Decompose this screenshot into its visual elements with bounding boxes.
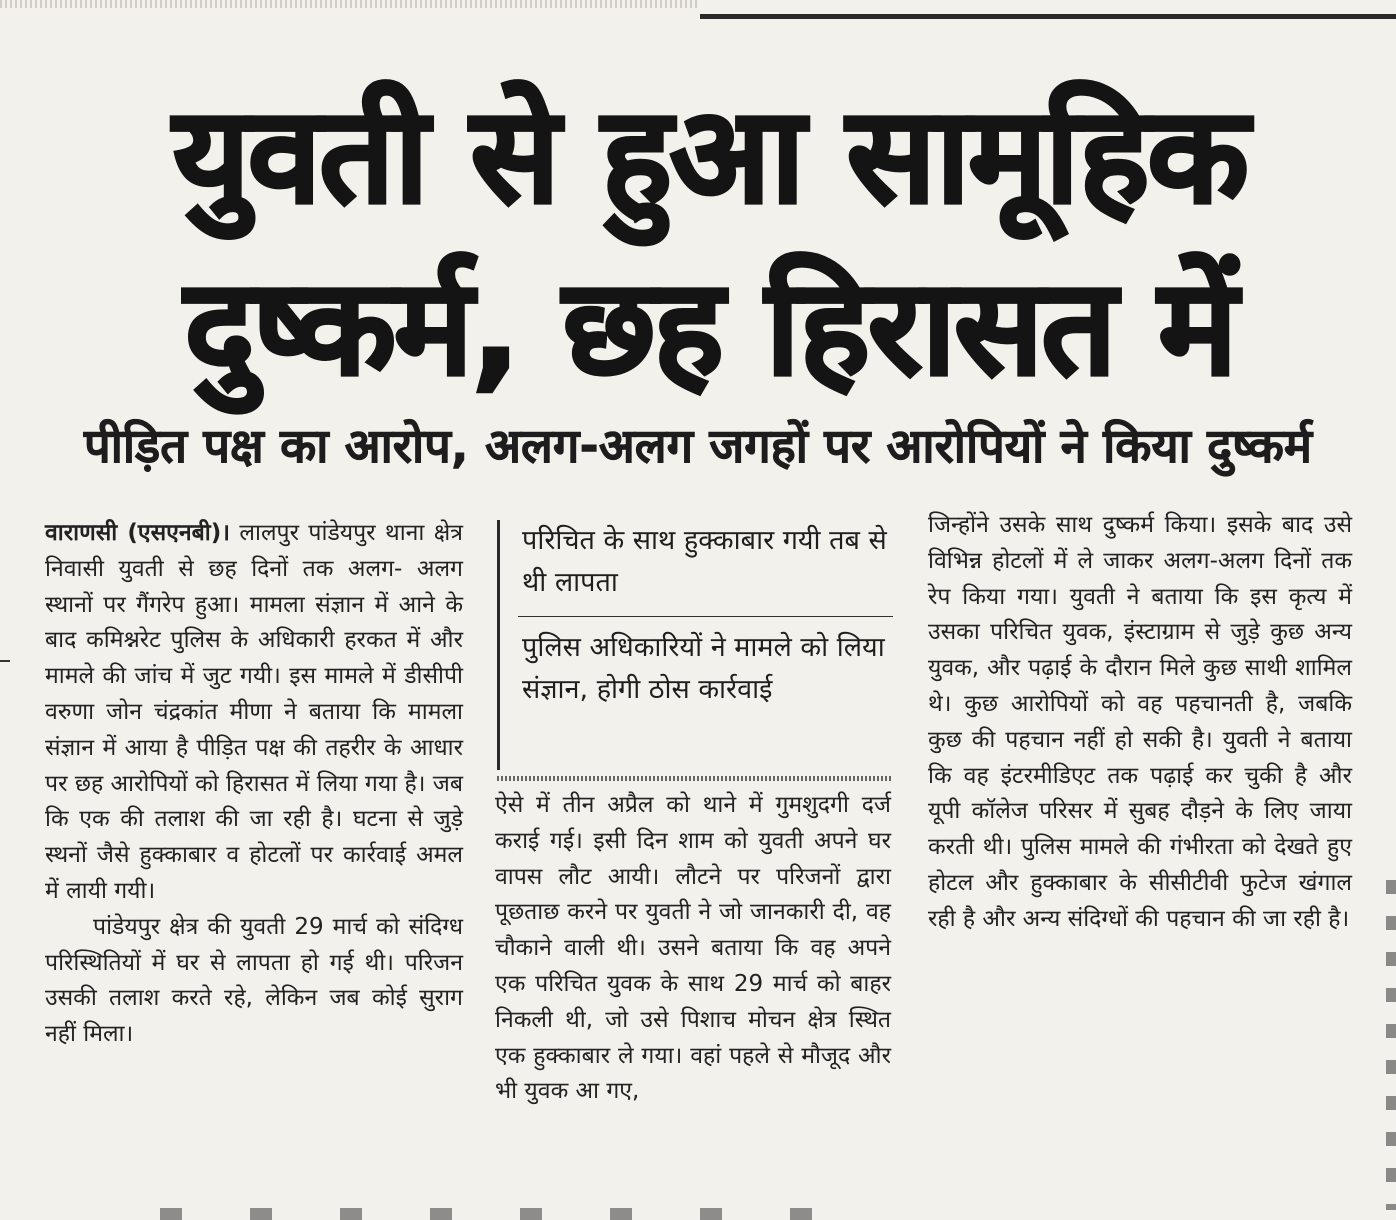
bottom-bleed-text [160, 1208, 860, 1220]
column1-para2: पांडेयपुर क्षेत्र की युवती 29 मार्च को संदिग्ध परिस्थितियों में घर से लापता हो गई थी। परिजन उसकी तलाश करते रहे, लेकिन जब कोई सुराग नहीं मिला। [45, 913, 463, 1048]
article-column-3 [928, 508, 1352, 938]
highlight-1: परिचित के साथ हुक्काबार गयी तब से थी लापता [522, 525, 887, 598]
dateline: वाराणसी (एसएनबी)। [45, 520, 230, 546]
highlight-separator [518, 616, 893, 617]
column1-para1-text: लालपुर पांडेयपुर थाना क्षेत्र निवासी युवती से छह दिनों तक अलग- अलग स्थानों पर गैंगरेप हुआ। मामला संज्ञान में आने के बाद कमिश्नरेट पुलिस के अधिकारी हरकत में और मामले की जांच में जुट गयी। इस मामले में डीसीपी वरुणा जोन चंद्रकांत मीणा ने बताया कि मामला संज्ञान में आया है पीड़ित पक्ष की तहरीर के आधार पर छह आरोपियों को हिरासत में लिया गया है। जब कि एक की तलाश की जा रही है। घटना से जुड़े स्थनों जैसे हुक्काबार व होटलों पर कार्रवाई अमल में लायी गयी। [45, 520, 463, 904]
subheadline: पीड़ित पक्ष का आरोप, अलग-अलग जगहों पर आरोपियों ने किया दुष्कर्म [84, 419, 1312, 474]
article-column-1 [45, 516, 463, 1053]
highlights-box [497, 520, 893, 770]
headline: युवती से हुआ सामूहिक दुष्कर्म, छह हिरासत में [173, 79, 1247, 405]
column3-para1: जिन्होंने उसके साथ दुष्कर्म किया। इसके बाद उसे विभिन्न होटलों में ले जाकर अलग-अलग दिनों तक रेप किया गया। युवती ने बताया कि इस कृत्य में उसका परिचित युवक, इंस्टाग्राम से जुड़े कुछ अन्य युवक, और पढ़ाई के दौरान मिले कुछ साथी शामिल थे। कुछ आरोपियों को वह पहचानती है, जबकि कुछ की पहचान नहीं हो सकी है। युवती ने बताया कि वह इंटरमीडिएट तक पढ़ाई कर चुकी है और यूपी कॉलेज परिसर में सुबह दौड़ने के लिए जाया करती थी। पुलिस मामले की गंभीरता को देखते हुए होटल और हुक्काबार के सीसीटीवी फुटेज खंगाल रही है और अन्य संदिग्धों की पहचान की जा रही है। [928, 512, 1352, 932]
column1-para1 [45, 516, 463, 910]
column2-para1: ऐसे में तीन अप्रैल को थाने में गुमशुदगी दर्ज कराई गई। इसी दिन शाम को युवती अपने घर वापस लौट आयी। लौटने पर परिजनों द्वारा पूछताछ करने पर युवती ने जो जानकारी दी, वह चौकाने वाली थी। उसने बताया कि वह अपने एक परिचित युवक के साथ 29 मार्च को बाहर निकली थी, जो उसे पिशाच मोचन क्षेत्र स्थित एक हुक्काबार ले गया। वहां पहले से मौजूद और भी युवक आ गए, [495, 792, 891, 1105]
article-column-2 [495, 788, 891, 1110]
highlight-2: पुलिस अधिकारियों ने मामले को लिया संज्ञान, होगी ठोस कार्रवाई [522, 632, 885, 705]
right-edge-bleed [1386, 880, 1396, 1210]
highlights-box-bottom-rule [497, 776, 893, 781]
top-border-rule [700, 14, 1396, 19]
margin-mark [0, 660, 10, 662]
top-border-dots [0, 0, 700, 8]
